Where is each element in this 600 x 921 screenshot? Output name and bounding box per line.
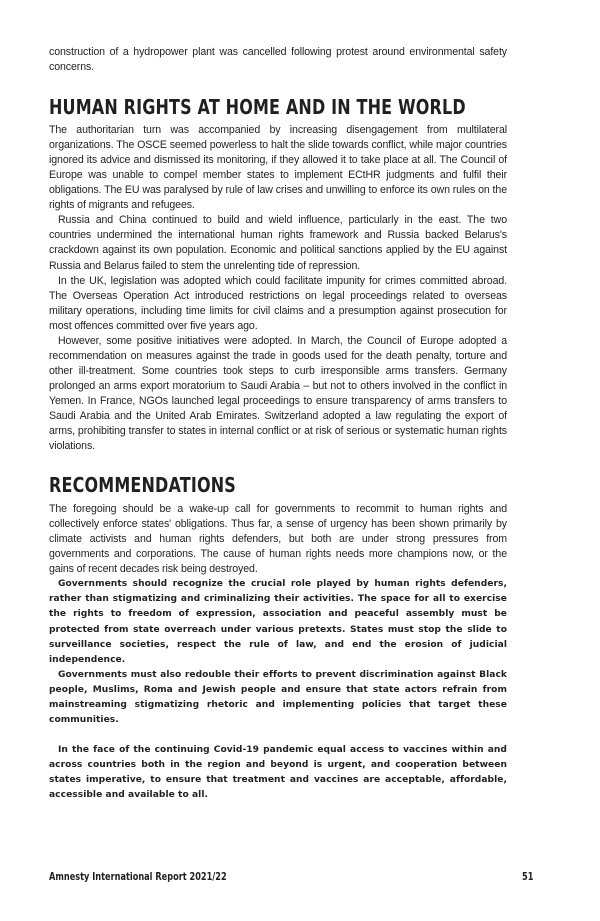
recommendation-paragraph-3: In the face of the continuing Covid-19 pandemic equal access to vaccines within and across countries both in the region and beyond is urgent, and cooperation between states imperative, to ensure that treatment and vaccines are acceptable, affordable, accessible and available to all.: [49, 744, 507, 800]
human-rights-paragraph-2: Russia and China continued to build and wield influence, particularly in the east. The two countries undermined the international human rights framework and Russia backed Belarus's crackdown against its own population. Economic and political sanctions applied by the EU against Russia and Belarus failed to stem the unrelenting tide of repression.: [49, 214, 507, 272]
human-rights-paragraph-3: In the UK, legislation was adopted which could facilitate impunity for crimes committed abroad. The Overseas Operation Act introduced restrictions on legal proceedings related to overseas military operations, including time limits for civil claims and a presumption against prosecution for most offences committed over five years ago.: [49, 274, 507, 332]
recommendation-paragraph-1: Governments should recognize the crucial role played by human rights defenders, rather than stigmatizing and criminalizing their activities. The space for all to exercise the rights to freedom of expression, association and peaceful assembly must be protected from state overreach under various pretexts. States must stop the slide to surveillance societies, respect the rule of law, and end the erosion of judicial independence.: [49, 579, 507, 665]
footer-publication-title: Amnesty International Report 2021/22: [49, 871, 227, 883]
paragraph-spacer: [49, 728, 507, 743]
recommendation-paragraph-2: Governments must also redouble their efforts to prevent discrimination against Black people, Muslims, Roma and Jewish people and ensure that state actors refrain from mainstreaming stigmatizing rhetoric and implementing policies that target these communities.: [49, 669, 507, 725]
recommendations-intro-paragraph: The foregoing should be a wake-up call for governments to recommit to human rights and collectively enforce states' obligations. Thus far, a sense of urgency has been shown primarily by climate activists and human rights defenders, but both are under strong pressures from governments and corporations. The cause of human rights needs more champions now, or the gains of recent decades risk being destroyed.: [49, 503, 507, 576]
footer-page-number: 51: [522, 871, 534, 883]
intro-continuation-paragraph: construction of a hydropower plant was cancelled following protest around environmental safety concerns.: [49, 46, 507, 74]
human-rights-heading: HUMAN RIGHTS AT HOME AND IN THE WORLD: [49, 95, 466, 120]
human-rights-paragraph-1: The authoritarian turn was accompanied by increasing disengagement from multilateral organizations. The OSCE seemed powerless to halt the slide towards conflict, while major countries ignored its advice and dismissed its monitoring, if they allowed it to take place at all. The Council of Europe was unable to compel member states to implement ECtHR judgments and fulfil their obligations. The EU was paralysed by rule of law crises and unwilling to enforce its own rules on the rights of migrants and refugees.: [49, 124, 507, 212]
human-rights-paragraph-4: However, some positive initiatives were adopted. In March, the Council of Europe adopted a recommendation on measures against the trade in goods used for the death penalty, torture and other ill-treatment. Some countries took steps to curb irresponsible arms transfers. Germany prolonged an arms export moratorium to Saudi Arabia – but not to others involved in the conflict in Yemen. In France, NGOs launched legal proceedings to ensure transparency of arms transfers to Saudi Arabia and the United Arab Emirates. Switzerland adopted a law regulating the export of arms, prohibiting transfer to states in internal conflict or at risk of serious or systematic human rights violations.: [49, 334, 507, 453]
page-body: [49, 45, 507, 803]
recommendations-heading: RECOMMENDATIONS: [49, 473, 236, 498]
